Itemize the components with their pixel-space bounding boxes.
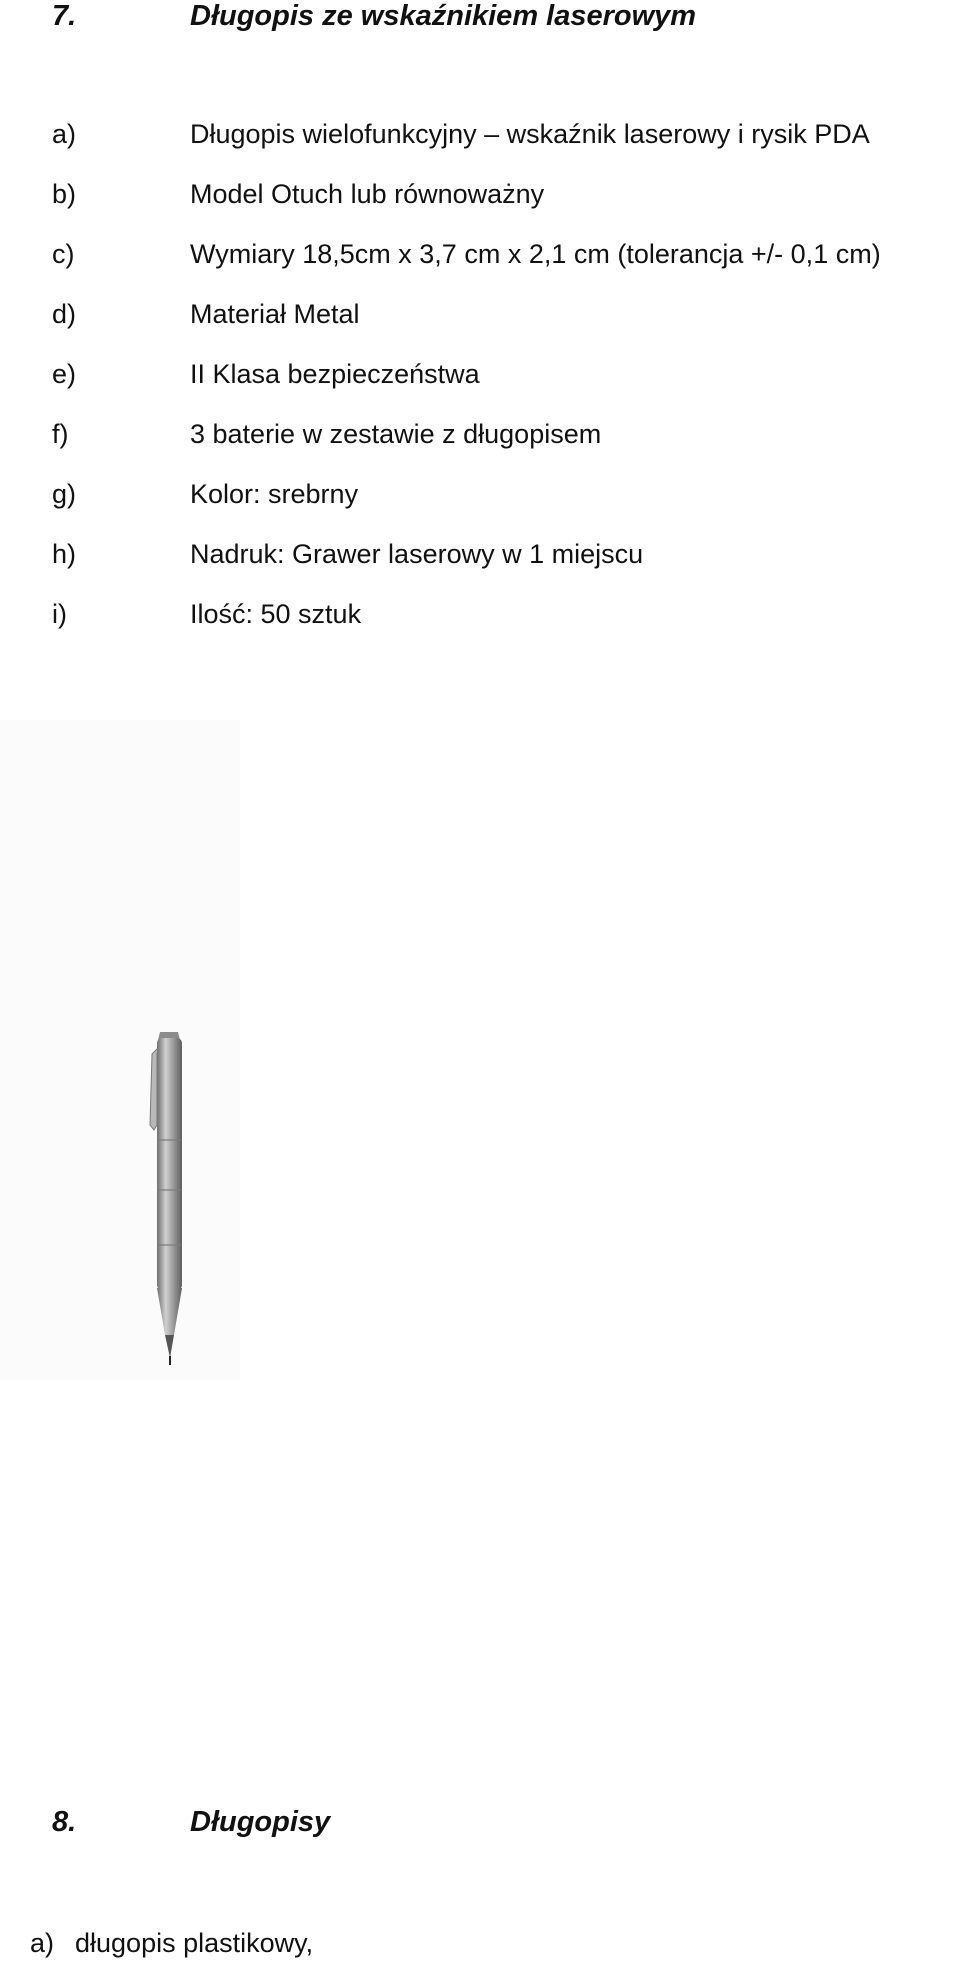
section-8-item-a [0, 1923, 960, 1963]
section-title: Długopisy [190, 1806, 331, 1838]
section-7-heading [0, 0, 960, 36]
item-text: Model Otuch lub równoważny [190, 179, 545, 209]
pen-clip [150, 1048, 158, 1130]
specification-list [0, 114, 960, 654]
item-letter: i) [52, 599, 67, 629]
item-text: Kolor: srebrny [190, 479, 359, 509]
pen-body [157, 1038, 182, 1290]
spec-item-b [0, 174, 960, 234]
item-letter: d) [52, 299, 77, 329]
section-number: 7. [52, 0, 77, 32]
item-text: II Klasa bezpieczeństwa [190, 359, 480, 389]
spec-item-e [0, 354, 960, 414]
item-letter: f) [52, 419, 69, 449]
item-letter: c) [52, 239, 75, 269]
item-letter: a) [52, 119, 77, 149]
item-text: 3 baterie w zestawie z długopisem [190, 419, 602, 449]
spec-item-a [0, 114, 960, 174]
item-letter: g) [52, 479, 77, 509]
spec-item-d [0, 294, 960, 354]
section-number: 8. [52, 1806, 77, 1838]
spec-item-g [0, 474, 960, 534]
spec-item-h [0, 534, 960, 594]
section-title: Długopis ze wskaźnikiem laserowym [190, 0, 697, 32]
item-letter: h) [52, 539, 77, 569]
item-text: długopis plastikowy, [75, 1928, 314, 1958]
item-text: Ilość: 50 sztuk [190, 599, 362, 629]
item-text: Materiał Metal [190, 299, 360, 329]
pen-tip [157, 1288, 182, 1335]
section-8-heading [0, 1802, 960, 1842]
item-text: Nadruk: Grawer laserowy w 1 miejscu [190, 539, 644, 569]
item-letter: b) [52, 179, 77, 209]
spec-item-i [0, 594, 960, 654]
laser-pointer-pen-image [0, 720, 240, 1380]
spec-item-c [0, 234, 960, 294]
item-text: Wymiary 18,5cm x 3,7 cm x 2,1 cm (tolerancja +/- 0,1 cm) [190, 239, 881, 269]
laser-pen-illustration [0, 720, 240, 1380]
item-letter: e) [52, 359, 77, 389]
item-letter: a) [30, 1928, 55, 1958]
spec-item-f [0, 414, 960, 474]
item-text: Długopis wielofunkcyjny – wskaźnik laserowy i rysik PDA [190, 119, 870, 149]
